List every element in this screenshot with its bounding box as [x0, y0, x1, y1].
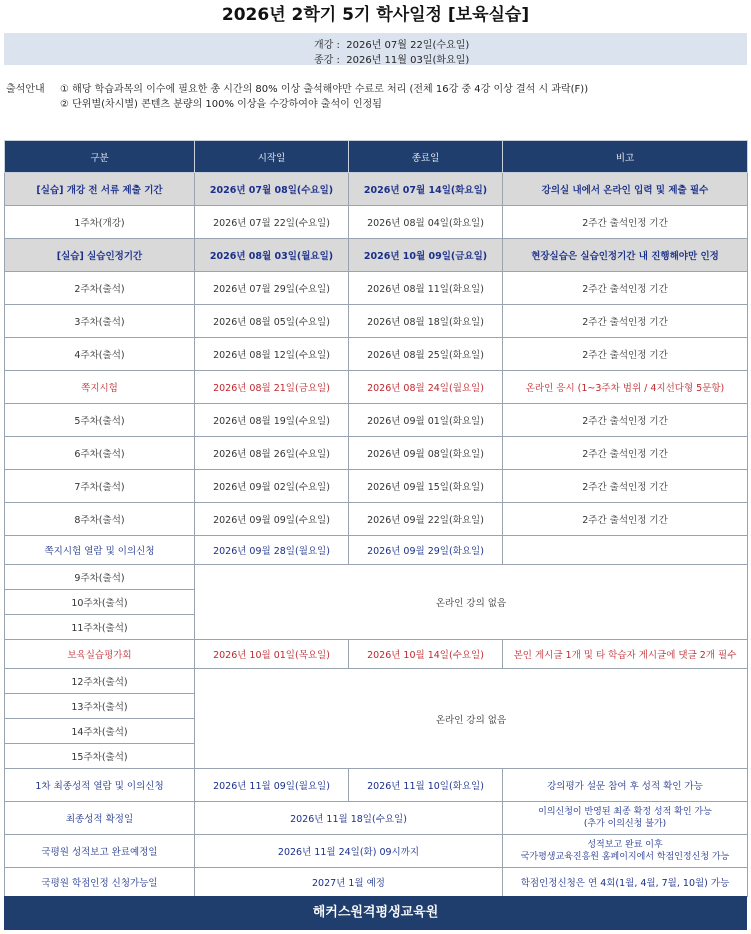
table-row: 1차 최종성적 열람 및 이의신청 2026년 11월 09일(월요일) 2026년 11월 10일(화요일) 강의평가 설문 참여 후 성적 확인 가능 [5, 769, 748, 802]
table-row: 12주차(출석) 온라인 강의 없음 [5, 669, 748, 694]
notice-line-2: ② 단위별(차시별) 콘텐츠 분량의 100% 이상을 수강하여야 출석이 인정됨 [60, 99, 382, 110]
header-note: 비고 [503, 141, 748, 173]
period-bar [4, 33, 747, 65]
table-row: 10주차(출석) [5, 590, 748, 615]
close-date: 종강 : 2026년 11월 03일(화요일) [314, 55, 470, 66]
table-row: 11주차(출석) [5, 615, 748, 640]
table-row: 2주차(출석) 2026년 07월 29일(수요일) 2026년 08월 11일(화요일) 2주간 출석인정 기간 [5, 272, 748, 305]
open-date: 개강 : 2026년 07월 22일(수요일) [314, 40, 470, 51]
header-category: 구분 [5, 141, 195, 173]
header-start: 시작일 [195, 141, 349, 173]
table-row: [실습] 실습인정기간 2026년 08월 03일(월요일) 2026년 10월 09일(금요일) 현장실습은 실습인정기간 내 진행해야만 인정 [5, 239, 748, 272]
table-row: [실습] 개강 전 서류 제출 기간 2026년 07월 08일(수요일) 2026년 07월 14일(화요일) 강의실 내에서 온라인 입력 및 제출 필수 [5, 173, 748, 206]
table-row: 4주차(출석) 2026년 08월 12일(수요일) 2026년 08월 25일(화요일) 2주간 출석인정 기간 [5, 338, 748, 371]
header-end: 종료일 [349, 141, 503, 173]
schedule-table [4, 140, 748, 897]
notice-line-1: ① 해당 학습과목의 이수에 필요한 총 시간의 80% 이상 출석해야만 수료로 처리 (전체 16강 중 4강 이상 결석 시 과락(F)) [60, 84, 589, 95]
table-row: 보육실습평가회 2026년 10월 01일(목요일) 2026년 10월 14일(수요일) 본인 게시글 1개 및 타 학습자 게시글에 댓글 2개 필수 [5, 640, 748, 669]
table-row: 5주차(출석) 2026년 08월 19일(수요일) 2026년 09월 01일(화요일) 2주간 출석인정 기간 [5, 404, 748, 437]
table-row: 쪽지시험 2026년 08월 21일(금요일) 2026년 08월 24일(월요일) 온라인 응시 (1~3주차 범위 / 4지선다형 5문항) [5, 371, 748, 404]
table-row: 15주차(출석) [5, 744, 748, 769]
no-lecture-cell-2: 온라인 강의 없음 [195, 669, 748, 769]
table-row: 13주차(출석) [5, 694, 748, 719]
table-row: 6주차(출석) 2026년 08월 26일(수요일) 2026년 09월 08일(화요일) 2주간 출석인정 기간 [5, 437, 748, 470]
table-row: 14주차(출석) [5, 719, 748, 744]
table-row: 쪽지시험 열람 및 이의신청 2026년 09월 28일(월요일) 2026년 09월 29일(화요일) [5, 536, 748, 565]
table-row: 1주차(개강) 2026년 07월 22일(수요일) 2026년 08월 04일(화요일) 2주간 출석인정 기간 [5, 206, 748, 239]
table-row: 국평원 학점인정 신청가능일 2027년 1월 예정 학점인정신청은 연 4회(1월, 4월, 7월, 10월) 가능 [5, 868, 748, 897]
no-lecture-cell-1: 온라인 강의 없음 [195, 565, 748, 640]
table-header-row [5, 141, 748, 173]
table-row: 최종성적 확정일 2026년 11월 18일(수요일) 이의신청이 반영된 최종 확정 성적 확인 가능 (추가 이의신청 불가) [5, 802, 748, 835]
footer-brand: 해커스원격평생교육원 [4, 896, 747, 930]
table-row: 8주차(출석) 2026년 09월 09일(수요일) 2026년 09월 22일(화요일) 2주간 출석인정 기간 [5, 503, 748, 536]
page-title: 2026년 2학기 5기 학사일정 [보육실습] [221, 5, 530, 25]
notice-label: 출석안내 [6, 84, 45, 95]
table-row: 3주차(출석) 2026년 08월 05일(수요일) 2026년 08월 18일(화요일) 2주간 출석인정 기간 [5, 305, 748, 338]
table-row: 7주차(출석) 2026년 09월 02일(수요일) 2026년 09월 15일(화요일) 2주간 출석인정 기간 [5, 470, 748, 503]
table-row: 9주차(출석) 온라인 강의 없음 [5, 565, 748, 590]
table-row: 국평원 성적보고 완료예정일 2026년 11월 24일(화) 09시까지 성적보고 완료 이후 국가평생교육진흥원 홈페이지에서 학점인정신청 가능 [5, 835, 748, 868]
